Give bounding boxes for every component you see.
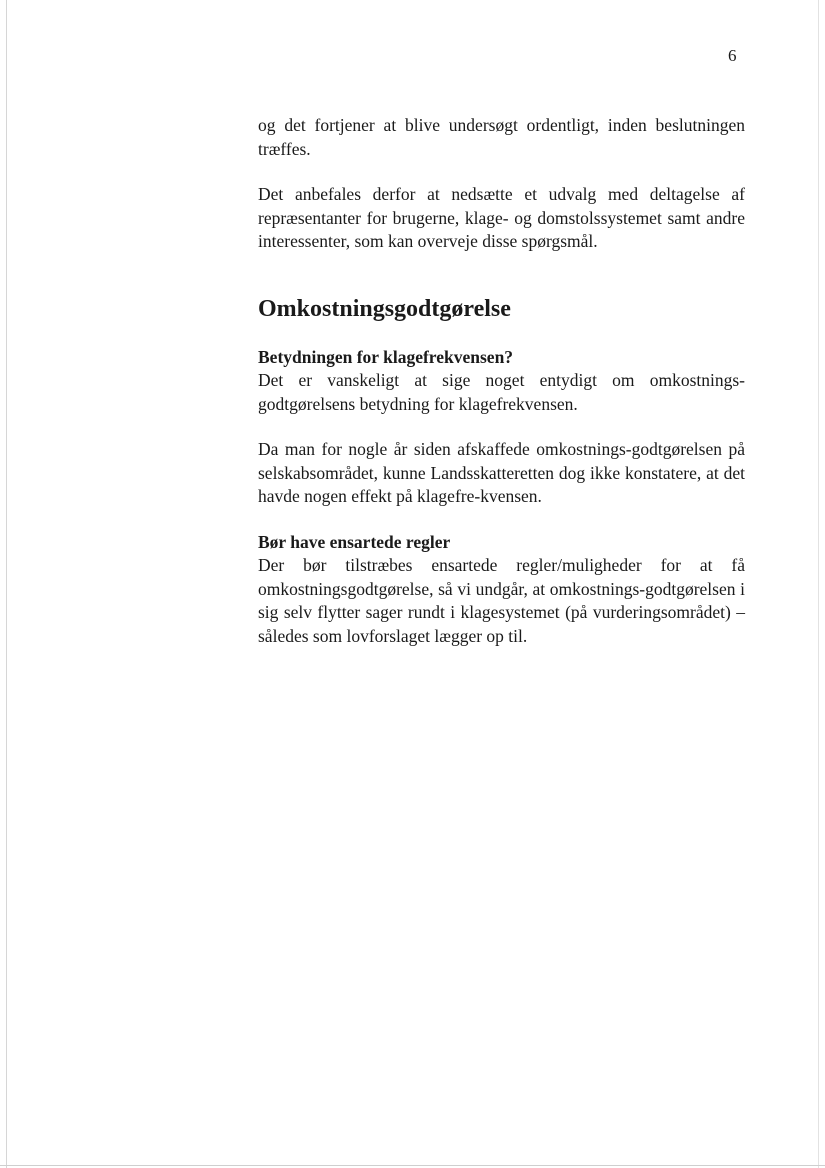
paragraph-continuation: og det fortjener at blive undersøgt ordentligt, inden beslutningen træffes. xyxy=(258,115,745,159)
paragraph-klagefrekvens-1: Det er vanskeligt at sige noget entydigt om omkostnings-godtgørelsens betydning for klagefrekvensen. xyxy=(258,370,745,414)
document-body xyxy=(258,114,745,648)
page-number: 6 xyxy=(728,46,737,65)
section-title: Omkostningsgodtgørelse xyxy=(258,295,511,322)
scan-edge-bottom xyxy=(0,1165,825,1166)
scan-edge-left xyxy=(6,0,7,1168)
scan-edge-right xyxy=(818,0,819,1168)
paragraph-ensartede-regler: Der bør tilstræbes ensartede regler/muligheder for at få omkostningsgodtgørelse, så vi undgår, at omkostnings-godtgørelsen i sig selv flytter sager rundt i klagesystemet (på vurderingsområdet) – således som lovforslaget lægger op til. xyxy=(258,555,745,646)
paragraph-klagefrekvens-2: Da man for nogle år siden afskaffede omkostnings-godtgørelsen på selskabsområdet, kunne Landsskatteretten dog ikke konstatere, at det havde nogen effekt på klagefre-kvensen. xyxy=(258,439,745,506)
paragraph-recommendation: Det anbefales derfor at nedsætte et udvalg med deltagelse af repræsentanter for brugerne, klage- og domstolssystemet samt andre interessenter, som kan overveje disse spørgsmål. xyxy=(258,184,745,251)
subsection-heading-ensartede-regler: Bør have ensartede regler xyxy=(258,531,451,552)
subsection-heading-klagefrekvens: Betydningen for klagefrekvensen? xyxy=(258,346,514,367)
